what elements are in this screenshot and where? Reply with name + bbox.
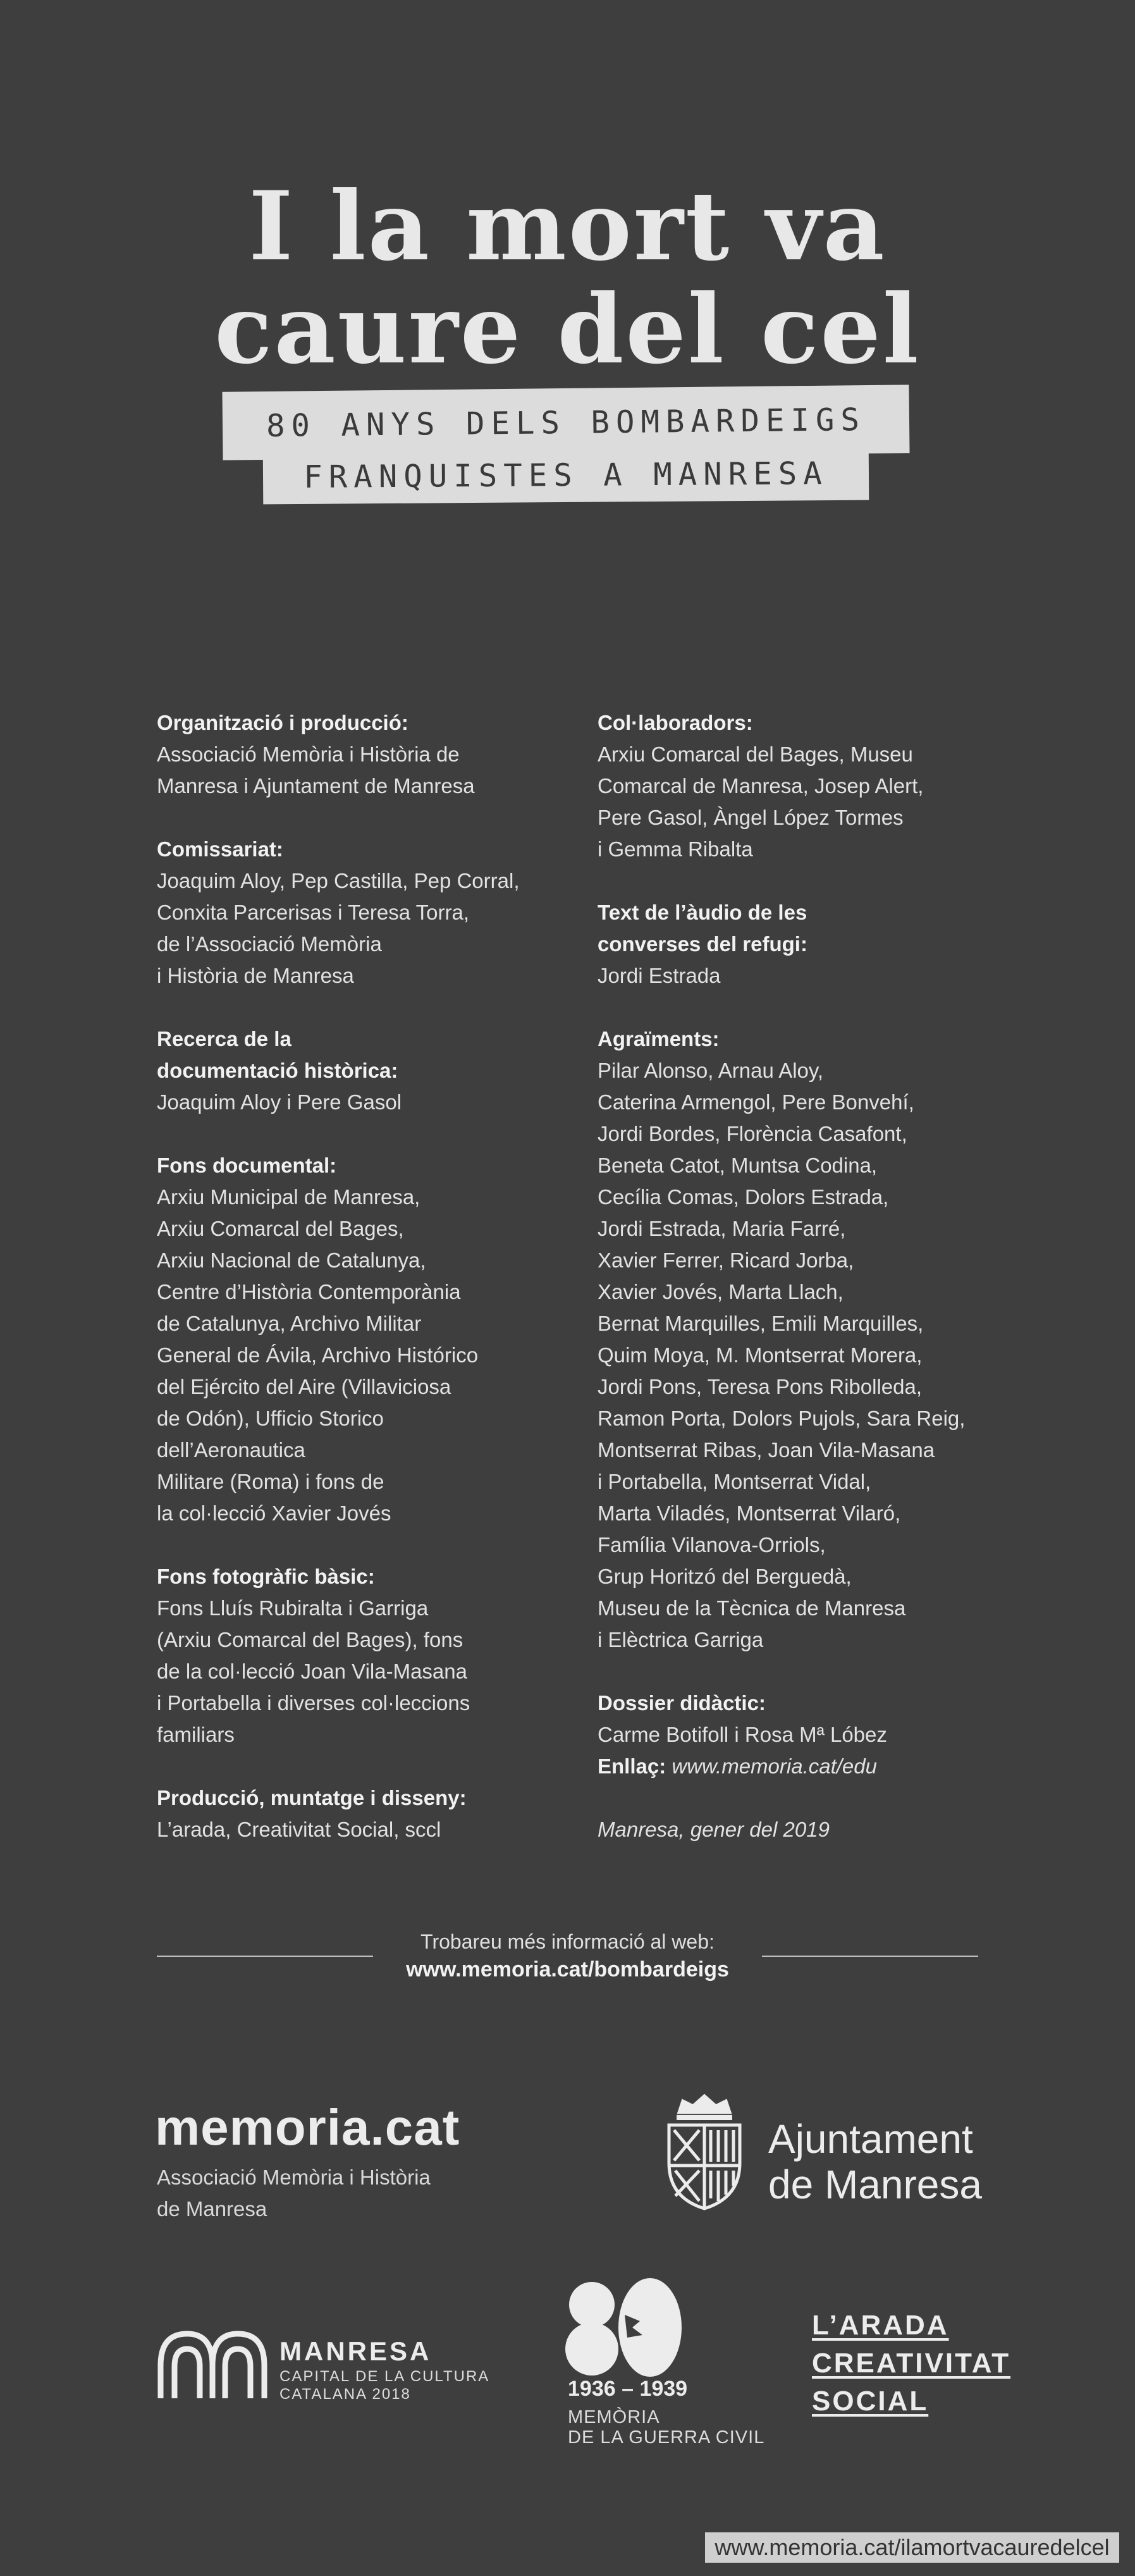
arada-line-3: SOCIAL [812, 2386, 929, 2417]
credit-block [598, 1023, 1002, 1656]
credit-block [157, 834, 549, 992]
dossier-block [598, 1687, 1002, 1782]
manresa-name: MANRESA [279, 2336, 432, 2366]
arada-logo [812, 2307, 1010, 2420]
credit-block [157, 707, 549, 802]
credit-text: L’arada, Creativitat Social, sccl [157, 1818, 441, 1841]
credit-block [157, 1150, 549, 1529]
manresa-subtitle: CAPITAL DE LA CULTURA CATALANA 2018 [279, 2368, 490, 2403]
credits-left-column [157, 707, 549, 1877]
dossier-link-url[interactable]: www.memoria.cat/edu [672, 1754, 877, 1778]
credit-heading: Organització i producció: [157, 711, 408, 734]
credits-right-column [598, 707, 1002, 1846]
web-url[interactable]: www.memoria.cat/bombardeigs [406, 1957, 729, 1981]
rule-left [157, 1956, 373, 1957]
arada-line-2: CREATIVITAT [812, 2348, 1011, 2379]
credit-text: Arxiu Municipal de Manresa, Arxiu Comarcal del Bages, Arxiu Nacional de Catalunya, Centre d’Història Contemporània de Catalunya, Archivo Militar General de Ávila, Archivo Histórico del Ejército del Aire (Villaviciosa de Odón), Ufficio Storico dell’Aeronautica Militare (Roma) i fons de la col·lecció Xavier Jovés [157, 1185, 479, 1525]
ajuntament-name: Ajuntament de Manresa [768, 2116, 982, 2207]
subtitle-strip-2: FRANQUISTES A MANRESA [263, 446, 869, 505]
credit-text: Pilar Alonso, Arnau Aloy, Caterina Armengol, Pere Bonvehí, Jordi Bordes, Florència Casafont, Beneta Catot, Muntsa Codina, Cecília Comas, Dolors Estrada, Jordi Estrada, Maria Farré, Xavier Ferrer, Ricard Jorba, Xavier Jovés, Marta Llach, Bernat Marquilles, Emili Marquilles, Quim Moya, M. Montserrat Morera, Jordi Pons, Teresa Pons Ribolleda, Ramon Porta, Dolors Pujols, Sara Reig, Montserrat Ribas, Joan Vila-Masana i Portabella, Montserrat Vidal, Marta Viladés, Montserrat Vilaró, Família Vilanova-Orriols, Grup Horitzó del Berguedà, Museu de la Tècnica de Manresa i Elèctrica Garriga [598, 1059, 966, 1651]
dossier-authors: Carme Botifoll i Rosa Mª Lóbez [598, 1723, 887, 1746]
credits-right-blocks [598, 707, 1002, 1656]
credit-heading: Fons fotogràfic bàsic: [157, 1565, 375, 1588]
dossier-heading: Dossier didàctic: [598, 1691, 766, 1715]
credit-heading: Comissariat: [157, 837, 283, 861]
web-intro: Trobareu més informació al web: [420, 1930, 715, 1953]
arada-line-1: L’ARADA [812, 2310, 949, 2341]
eighty-icon [564, 2277, 683, 2378]
subtitle-strip-1: 80 ANYS DELS BOMBARDEIGS [222, 385, 909, 460]
years-label: 1936 – 1939 [568, 2377, 688, 2401]
credit-heading: Recerca de la documentació històrica: [157, 1027, 398, 1082]
credit-heading: Producció, muntatge i disseny: [157, 1786, 467, 1809]
memoria-guerra-civil: MEMÒRIA DE LA GUERRA CIVIL [568, 2407, 765, 2448]
credit-text: Jordi Estrada [598, 964, 721, 987]
credit-block [598, 897, 1002, 992]
arches-icon [156, 2327, 269, 2401]
coat-of-arms-icon [655, 2087, 754, 2214]
footer-url[interactable]: www.memoria.cat/ilamortvacauredelcel [705, 2532, 1119, 2563]
memoria-logo: memoria.cat [155, 2099, 460, 2155]
credit-block [157, 1561, 549, 1751]
dossier-link[interactable] [598, 1751, 1002, 1782]
poster-title-line-2: caure del cel [214, 274, 921, 385]
memoria-logo-subtitle: Associació Memòria i Història de Manresa [157, 2166, 431, 2221]
credit-text: Joaquim Aloy, Pep Castilla, Pep Corral, Conxita Parcerisas i Teresa Torra, de l’Associació Memòria i Història de Manresa [157, 869, 520, 987]
poster-title-line-1: I la mort va [248, 171, 887, 282]
credit-text: Fons Lluís Rubiralta i Garriga (Arxiu Comarcal del Bages), fons de la col·lecció Joan Vila-Masana i Portabella i diverses col·leccions familiars [157, 1596, 470, 1746]
dossier-link-label: Enllaç: [598, 1754, 666, 1778]
credit-heading: Agraïments: [598, 1027, 720, 1051]
credit-text: Associació Memòria i Història de Manresa i Ajuntament de Manresa [157, 743, 475, 798]
credit-heading: Text de l’àudio de les converses del refugi: [598, 901, 807, 956]
credit-block [157, 1023, 549, 1118]
credit-block [157, 1782, 549, 1846]
rule-right [762, 1956, 978, 1957]
place-date: Manresa, gener del 2019 [598, 1818, 830, 1841]
credit-heading: Col·laboradors: [598, 711, 753, 734]
credit-text: Arxiu Comarcal del Bages, Museu Comarcal de Manresa, Josep Alert, Pere Gasol, Àngel López Tormes i Gemma Ribalta [598, 743, 924, 861]
credit-block [598, 707, 1002, 865]
credit-heading: Fons documental: [157, 1154, 337, 1177]
credit-text: Joaquim Aloy i Pere Gasol [157, 1090, 402, 1114]
